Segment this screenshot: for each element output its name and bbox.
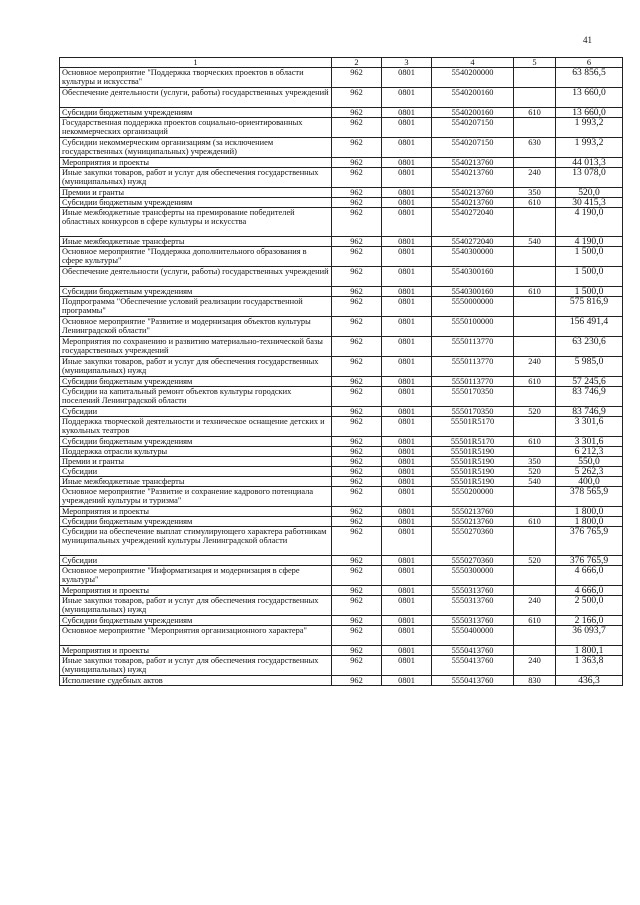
expense-type-cell (514, 646, 556, 656)
row-name-cell: Обеспечение деятельности (услуги, работы) государственных учреждений (60, 267, 332, 287)
expense-type-cell: 610 (514, 437, 556, 447)
department-code-cell: 962 (332, 377, 382, 387)
department-code-cell: 962 (332, 237, 382, 247)
table-row (60, 208, 623, 237)
department-code-cell: 962 (332, 287, 382, 297)
target-article-cell: 5550170350 (432, 407, 514, 417)
table-row (60, 287, 623, 297)
target-article-cell: 5550313760 (432, 596, 514, 616)
section-code-cell: 0801 (382, 158, 432, 168)
section-code-cell: 0801 (382, 267, 432, 287)
table-row (60, 237, 623, 247)
section-code-cell: 0801 (382, 407, 432, 417)
amount-cell: 1 800,0 (556, 507, 623, 517)
target-article-cell: 5540200160 (432, 108, 514, 118)
section-code-cell: 0801 (382, 88, 432, 108)
section-code-cell: 0801 (382, 437, 432, 447)
section-code-cell: 0801 (382, 68, 432, 88)
section-code-cell: 0801 (382, 586, 432, 596)
department-code-cell: 962 (332, 596, 382, 616)
expense-type-cell (514, 626, 556, 646)
department-code-cell: 962 (332, 267, 382, 287)
expense-type-cell: 610 (514, 108, 556, 118)
department-code-cell: 962 (332, 417, 382, 437)
row-name-cell: Субсидии бюджетным учреждениям (60, 198, 332, 208)
expense-type-cell: 540 (514, 477, 556, 487)
table-row (60, 357, 623, 377)
table-row (60, 676, 623, 686)
department-code-cell: 962 (332, 566, 382, 586)
table-row (60, 377, 623, 387)
row-name-cell: Субсидии бюджетным учреждениям (60, 377, 332, 387)
section-code-cell: 0801 (382, 387, 432, 407)
table-row (60, 88, 623, 108)
target-article-cell: 5550270360 (432, 556, 514, 566)
section-code-cell: 0801 (382, 377, 432, 387)
row-name-cell: Мероприятия и проекты (60, 507, 332, 517)
expense-type-cell (514, 208, 556, 237)
row-name-cell: Иные закупки товаров, работ и услуг для обеспечения государственных (муниципальных) нужд (60, 656, 332, 676)
target-article-cell: 5550313760 (432, 586, 514, 596)
department-code-cell: 962 (332, 138, 382, 158)
expense-type-cell: 540 (514, 237, 556, 247)
target-article-cell: 5540272040 (432, 237, 514, 247)
expense-type-cell (514, 417, 556, 437)
amount-cell: 156 491,4 (556, 317, 623, 337)
table-row (60, 646, 623, 656)
amount-cell: 13 660,0 (556, 88, 623, 108)
amount-cell: 5 262,3 (556, 467, 623, 477)
expense-type-cell: 240 (514, 656, 556, 676)
row-name-cell: Иные межбюджетные трансферты (60, 477, 332, 487)
row-name-cell: Основное мероприятие "Поддержка творческих проектов в области культуры и искусства" (60, 68, 332, 88)
section-code-cell: 0801 (382, 447, 432, 457)
expense-type-cell (514, 68, 556, 88)
amount-cell: 83 746,9 (556, 387, 623, 407)
row-name-cell: Основное мероприятие "Информатизация и модернизация в сфере культуры" (60, 566, 332, 586)
section-code-cell: 0801 (382, 108, 432, 118)
section-code-cell: 0801 (382, 188, 432, 198)
department-code-cell: 962 (332, 158, 382, 168)
expense-type-cell: 240 (514, 168, 556, 188)
target-article-cell: 55501R5190 (432, 467, 514, 477)
department-code-cell: 962 (332, 616, 382, 626)
amount-cell: 575 816,9 (556, 297, 623, 317)
target-article-cell: 5540213760 (432, 168, 514, 188)
table-row (60, 527, 623, 556)
amount-cell: 63 856,5 (556, 68, 623, 88)
table-row (60, 138, 623, 158)
table-row (60, 656, 623, 676)
section-code-cell: 0801 (382, 527, 432, 556)
target-article-cell: 5540200160 (432, 88, 514, 108)
section-code-cell: 0801 (382, 118, 432, 138)
amount-cell: 30 415,3 (556, 198, 623, 208)
row-name-cell: Мероприятия по сохранению и развитию материально-технической базы государственных учреждений (60, 337, 332, 357)
section-code-cell: 0801 (382, 208, 432, 237)
table-row (60, 447, 623, 457)
budget-table (59, 57, 623, 686)
column-header-department: 2 (332, 58, 382, 68)
department-code-cell: 962 (332, 317, 382, 337)
section-code-cell: 0801 (382, 477, 432, 487)
amount-cell: 6 212,3 (556, 447, 623, 457)
department-code-cell: 962 (332, 208, 382, 237)
target-article-cell: 5540213760 (432, 188, 514, 198)
expense-type-cell (514, 118, 556, 138)
department-code-cell: 962 (332, 437, 382, 447)
row-name-cell: Субсидии некоммерческим организациям (за исключением государственных (муниципальных) учреждений) (60, 138, 332, 158)
department-code-cell: 962 (332, 387, 382, 407)
column-header-amount: 6 (556, 58, 623, 68)
row-name-cell: Основное мероприятие "Развитие и модернизация объектов культуры Ленинградской области" (60, 317, 332, 337)
table-row (60, 407, 623, 417)
section-code-cell: 0801 (382, 457, 432, 467)
target-article-cell: 5540207150 (432, 118, 514, 138)
section-code-cell: 0801 (382, 517, 432, 527)
target-article-cell: 55501R5170 (432, 437, 514, 447)
column-header-section: 3 (382, 58, 432, 68)
table-row (60, 68, 623, 88)
table-row (60, 437, 623, 447)
section-code-cell: 0801 (382, 237, 432, 247)
amount-cell: 5 985,0 (556, 357, 623, 377)
target-article-cell: 5550413760 (432, 676, 514, 686)
row-name-cell: Субсидии бюджетным учреждениям (60, 616, 332, 626)
department-code-cell: 962 (332, 656, 382, 676)
department-code-cell: 962 (332, 487, 382, 507)
row-name-cell: Исполнение судебных актов (60, 676, 332, 686)
department-code-cell: 962 (332, 88, 382, 108)
amount-cell: 376 765,9 (556, 556, 623, 566)
table-row (60, 188, 623, 198)
department-code-cell: 962 (332, 507, 382, 517)
row-name-cell: Субсидии бюджетным учреждениям (60, 517, 332, 527)
table-row (60, 626, 623, 646)
amount-cell: 1 500,0 (556, 287, 623, 297)
department-code-cell: 962 (332, 517, 382, 527)
section-code-cell: 0801 (382, 247, 432, 267)
department-code-cell: 962 (332, 586, 382, 596)
row-name-cell: Субсидии (60, 407, 332, 417)
table-row (60, 457, 623, 467)
target-article-cell: 5540213760 (432, 198, 514, 208)
target-article-cell: 5550270360 (432, 527, 514, 556)
row-name-cell: Субсидии на обеспечение выплат стимулирующего характера работникам муниципальных учреждений культуры Ленинградской области (60, 527, 332, 556)
amount-cell: 1 993,2 (556, 118, 623, 138)
expense-type-cell: 240 (514, 357, 556, 377)
table-row (60, 198, 623, 208)
expense-type-cell (514, 566, 556, 586)
section-code-cell: 0801 (382, 616, 432, 626)
row-name-cell: Мероприятия и проекты (60, 158, 332, 168)
amount-cell: 4 666,0 (556, 586, 623, 596)
target-article-cell: 55501R5190 (432, 457, 514, 467)
table-row (60, 158, 623, 168)
row-name-cell: Основное мероприятие "Мероприятия организационного характера" (60, 626, 332, 646)
target-article-cell: 5550113770 (432, 337, 514, 357)
section-code-cell: 0801 (382, 487, 432, 507)
expense-type-cell (514, 586, 556, 596)
amount-cell: 550,0 (556, 457, 623, 467)
table-row (60, 108, 623, 118)
expense-type-cell: 350 (514, 457, 556, 467)
table-row (60, 477, 623, 487)
department-code-cell: 962 (332, 188, 382, 198)
row-name-cell: Субсидии на капитальный ремонт объектов культуры городских поселений Ленинградской области (60, 387, 332, 407)
amount-cell: 83 746,9 (556, 407, 623, 417)
department-code-cell: 962 (332, 467, 382, 477)
row-name-cell: Субсидии (60, 556, 332, 566)
table-row (60, 417, 623, 437)
expense-type-cell: 630 (514, 138, 556, 158)
table-row (60, 168, 623, 188)
row-name-cell: Субсидии бюджетным учреждениям (60, 108, 332, 118)
department-code-cell: 962 (332, 198, 382, 208)
table-row (60, 317, 623, 337)
department-code-cell: 962 (332, 676, 382, 686)
target-article-cell: 5550170350 (432, 387, 514, 407)
expense-type-cell (514, 337, 556, 357)
table-row (60, 596, 623, 616)
amount-cell: 378 565,9 (556, 487, 623, 507)
section-code-cell: 0801 (382, 676, 432, 686)
expense-type-cell (514, 297, 556, 317)
target-article-cell: 5550213760 (432, 517, 514, 527)
target-article-cell: 5550313760 (432, 616, 514, 626)
amount-cell: 376 765,9 (556, 527, 623, 556)
target-article-cell: 5550400000 (432, 626, 514, 646)
expense-type-cell (514, 158, 556, 168)
row-name-cell: Иные межбюджетные трансферты на премирование победителей областных конкурсов в сфере культуры и искусства (60, 208, 332, 237)
table-row (60, 337, 623, 357)
row-name-cell: Поддержка отрасли культуры (60, 447, 332, 457)
row-name-cell: Основное мероприятие "Поддержка дополнительного образования в сфере культуры" (60, 247, 332, 267)
amount-cell: 36 093,7 (556, 626, 623, 646)
section-code-cell: 0801 (382, 467, 432, 477)
target-article-cell: 5550200000 (432, 487, 514, 507)
amount-cell: 63 230,6 (556, 337, 623, 357)
amount-cell: 400,0 (556, 477, 623, 487)
row-name-cell: Субсидии бюджетным учреждениям (60, 437, 332, 447)
department-code-cell: 962 (332, 118, 382, 138)
amount-cell: 13 078,0 (556, 168, 623, 188)
target-article-cell: 5540272040 (432, 208, 514, 237)
expense-type-cell (514, 88, 556, 108)
amount-cell: 1 800,0 (556, 517, 623, 527)
expense-type-cell: 350 (514, 188, 556, 198)
department-code-cell: 962 (332, 357, 382, 377)
table-row (60, 586, 623, 596)
amount-cell: 3 301,6 (556, 437, 623, 447)
expense-type-cell: 610 (514, 517, 556, 527)
expense-type-cell: 610 (514, 377, 556, 387)
target-article-cell: 55501R5190 (432, 477, 514, 487)
row-name-cell: Основное мероприятие "Развитие и сохранение кадрового потенциала учреждений культуры и туризма" (60, 487, 332, 507)
expense-type-cell: 610 (514, 198, 556, 208)
section-code-cell: 0801 (382, 357, 432, 377)
department-code-cell: 962 (332, 457, 382, 467)
expense-type-cell (514, 527, 556, 556)
table-header-row (60, 58, 623, 68)
expense-type-cell: 610 (514, 287, 556, 297)
department-code-cell: 962 (332, 168, 382, 188)
expense-type-cell (514, 247, 556, 267)
section-code-cell: 0801 (382, 168, 432, 188)
target-article-cell: 5550213760 (432, 507, 514, 517)
amount-cell: 2 500,0 (556, 596, 623, 616)
row-name-cell: Мероприятия и проекты (60, 646, 332, 656)
amount-cell: 57 245,6 (556, 377, 623, 387)
section-code-cell: 0801 (382, 556, 432, 566)
column-header-name: 1 (60, 58, 332, 68)
section-code-cell: 0801 (382, 417, 432, 437)
target-article-cell: 5540300000 (432, 247, 514, 267)
table-row (60, 247, 623, 267)
expense-type-cell (514, 387, 556, 407)
row-name-cell: Иные межбюджетные трансферты (60, 237, 332, 247)
table-row (60, 118, 623, 138)
expense-type-cell (514, 267, 556, 287)
expense-type-cell (514, 487, 556, 507)
amount-cell: 1 993,2 (556, 138, 623, 158)
amount-cell: 4 190,0 (556, 208, 623, 237)
expense-type-cell (514, 507, 556, 517)
expense-type-cell (514, 447, 556, 457)
department-code-cell: 962 (332, 447, 382, 457)
department-code-cell: 962 (332, 247, 382, 267)
section-code-cell: 0801 (382, 626, 432, 646)
page-number: 41 (583, 35, 592, 45)
department-code-cell: 962 (332, 527, 382, 556)
row-name-cell: Субсидии (60, 467, 332, 477)
target-article-cell: 5550000000 (432, 297, 514, 317)
section-code-cell: 0801 (382, 297, 432, 317)
row-name-cell: Государственная поддержка проектов социально-ориентированных некоммерческих организаций (60, 118, 332, 138)
amount-cell: 3 301,6 (556, 417, 623, 437)
section-code-cell: 0801 (382, 566, 432, 586)
target-article-cell: 5540207150 (432, 138, 514, 158)
section-code-cell: 0801 (382, 138, 432, 158)
section-code-cell: 0801 (382, 596, 432, 616)
row-name-cell: Иные закупки товаров, работ и услуг для обеспечения государственных (муниципальных) нужд (60, 596, 332, 616)
amount-cell: 1 363,8 (556, 656, 623, 676)
section-code-cell: 0801 (382, 287, 432, 297)
section-code-cell: 0801 (382, 656, 432, 676)
table-row (60, 467, 623, 477)
amount-cell: 1 500,0 (556, 247, 623, 267)
section-code-cell: 0801 (382, 507, 432, 517)
target-article-cell: 5540300160 (432, 267, 514, 287)
expense-type-cell: 240 (514, 596, 556, 616)
amount-cell: 436,3 (556, 676, 623, 686)
expense-type-cell (514, 317, 556, 337)
target-article-cell: 5550113770 (432, 357, 514, 377)
target-article-cell: 55501R5170 (432, 417, 514, 437)
expense-type-cell: 830 (514, 676, 556, 686)
row-name-cell: Подпрограмма "Обеспечение условий реализации государственной программы" (60, 297, 332, 317)
table-row (60, 487, 623, 507)
table-row (60, 297, 623, 317)
row-name-cell: Мероприятия и проекты (60, 586, 332, 596)
department-code-cell: 962 (332, 407, 382, 417)
target-article-cell: 5550113770 (432, 377, 514, 387)
target-article-cell: 5540200000 (432, 68, 514, 88)
amount-cell: 4 190,0 (556, 237, 623, 247)
section-code-cell: 0801 (382, 646, 432, 656)
department-code-cell: 962 (332, 477, 382, 487)
column-header-target-article: 4 (432, 58, 514, 68)
target-article-cell: 5540213760 (432, 158, 514, 168)
table-row (60, 556, 623, 566)
amount-cell: 4 666,0 (556, 566, 623, 586)
expense-type-cell: 520 (514, 556, 556, 566)
table-row (60, 387, 623, 407)
target-article-cell: 55501R5190 (432, 447, 514, 457)
department-code-cell: 962 (332, 108, 382, 118)
table-row (60, 566, 623, 586)
table-row (60, 616, 623, 626)
department-code-cell: 962 (332, 646, 382, 656)
department-code-cell: 962 (332, 297, 382, 317)
row-name-cell: Поддержка творческой деятельности и техническое оснащение детских и кукольных театров (60, 417, 332, 437)
target-article-cell: 5550100000 (432, 317, 514, 337)
amount-cell: 1 500,0 (556, 267, 623, 287)
amount-cell: 2 166,0 (556, 616, 623, 626)
row-name-cell: Иные закупки товаров, работ и услуг для обеспечения государственных (муниципальных) нужд (60, 168, 332, 188)
amount-cell: 44 013,3 (556, 158, 623, 168)
row-name-cell: Субсидии бюджетным учреждениям (60, 287, 332, 297)
section-code-cell: 0801 (382, 317, 432, 337)
target-article-cell: 5550300000 (432, 566, 514, 586)
row-name-cell: Обеспечение деятельности (услуги, работы) государственных учреждений (60, 88, 332, 108)
amount-cell: 520,0 (556, 188, 623, 198)
expense-type-cell: 520 (514, 467, 556, 477)
department-code-cell: 962 (332, 337, 382, 357)
column-header-expense-type: 5 (514, 58, 556, 68)
row-name-cell: Премии и гранты (60, 188, 332, 198)
amount-cell: 13 660,0 (556, 108, 623, 118)
department-code-cell: 962 (332, 556, 382, 566)
section-code-cell: 0801 (382, 337, 432, 357)
row-name-cell: Иные закупки товаров, работ и услуг для обеспечения государственных (муниципальных) нужд (60, 357, 332, 377)
expense-type-cell: 610 (514, 616, 556, 626)
department-code-cell: 962 (332, 68, 382, 88)
target-article-cell: 5540300160 (432, 287, 514, 297)
department-code-cell: 962 (332, 626, 382, 646)
table-row (60, 517, 623, 527)
row-name-cell: Премии и гранты (60, 457, 332, 467)
expense-type-cell: 520 (514, 407, 556, 417)
table-row (60, 507, 623, 517)
section-code-cell: 0801 (382, 198, 432, 208)
target-article-cell: 5550413760 (432, 646, 514, 656)
amount-cell: 1 800,1 (556, 646, 623, 656)
target-article-cell: 5550413760 (432, 656, 514, 676)
table-row (60, 267, 623, 287)
